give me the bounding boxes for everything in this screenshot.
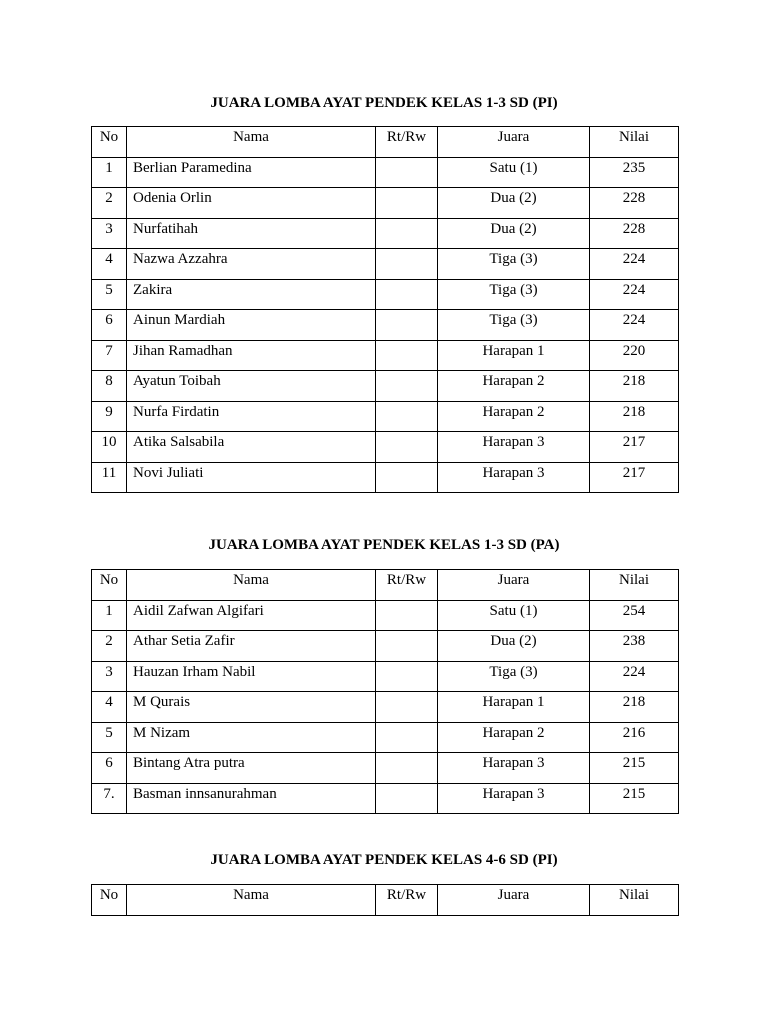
cell-rtrw (376, 783, 438, 814)
cell-nama: Nurfa Firdatin (127, 401, 376, 432)
cell-rtrw (376, 661, 438, 692)
cell-rtrw (376, 631, 438, 662)
cell-no: 5 (92, 722, 127, 753)
cell-nama: Athar Setia Zafir (127, 631, 376, 662)
cell-rtrw (376, 722, 438, 753)
cell-no: 7. (92, 783, 127, 814)
header-rtrw: Rt/Rw (376, 127, 438, 158)
table-row (92, 753, 679, 784)
cell-rtrw (376, 692, 438, 723)
cell-nilai: 215 (590, 753, 679, 784)
cell-rtrw (376, 432, 438, 463)
cell-nama: M Qurais (127, 692, 376, 723)
cell-nama: Basman innsanurahman (127, 783, 376, 814)
cell-nama: Odenia Orlin (127, 188, 376, 219)
cell-no: 2 (92, 631, 127, 662)
table-row (92, 692, 679, 723)
cell-nilai: 224 (590, 279, 679, 310)
cell-juara: Satu (1) (438, 600, 590, 631)
table-row (92, 279, 679, 310)
header-nilai: Nilai (590, 570, 679, 601)
header-juara: Juara (438, 570, 590, 601)
cell-nama: M Nizam (127, 722, 376, 753)
cell-no: 11 (92, 462, 127, 493)
table-row (92, 371, 679, 402)
cell-nilai: 224 (590, 249, 679, 280)
table-header-row (92, 885, 679, 916)
section-title-1-3-pi: JUARA LOMBA AYAT PENDEK KELAS 1-3 SD (PI) (210, 95, 558, 111)
table-header-row (92, 127, 679, 158)
header-rtrw: Rt/Rw (376, 570, 438, 601)
cell-nilai: 235 (590, 157, 679, 188)
cell-nilai: 224 (590, 661, 679, 692)
cell-no: 4 (92, 692, 127, 723)
cell-rtrw (376, 462, 438, 493)
cell-juara: Tiga (3) (438, 661, 590, 692)
header-no: No (92, 127, 127, 158)
cell-nilai: 254 (590, 600, 679, 631)
cell-juara: Tiga (3) (438, 310, 590, 341)
cell-nama: Novi Juliati (127, 462, 376, 493)
cell-rtrw (376, 340, 438, 371)
cell-nilai: 215 (590, 783, 679, 814)
cell-juara: Harapan 2 (438, 371, 590, 402)
header-nama: Nama (127, 127, 376, 158)
cell-no: 2 (92, 188, 127, 219)
cell-rtrw (376, 279, 438, 310)
cell-no: 6 (92, 310, 127, 341)
cell-juara: Harapan 1 (438, 692, 590, 723)
table-row (92, 188, 679, 219)
header-no: No (92, 885, 127, 916)
cell-juara: Harapan 1 (438, 340, 590, 371)
cell-no: 1 (92, 157, 127, 188)
cell-juara: Harapan 3 (438, 783, 590, 814)
table-row (92, 661, 679, 692)
cell-nilai: 218 (590, 401, 679, 432)
table-row (92, 600, 679, 631)
table-row (92, 432, 679, 463)
cell-no: 9 (92, 401, 127, 432)
cell-no: 10 (92, 432, 127, 463)
table-row (92, 340, 679, 371)
cell-juara: Tiga (3) (438, 279, 590, 310)
section-title-4-6-pi: JUARA LOMBA AYAT PENDEK KELAS 4-6 SD (PI) (210, 852, 558, 868)
cell-nilai: 228 (590, 218, 679, 249)
cell-nama: Hauzan Irham Nabil (127, 661, 376, 692)
header-nilai: Nilai (590, 885, 679, 916)
cell-nama: Nazwa Azzahra (127, 249, 376, 280)
cell-nama: Bintang Atra putra (127, 753, 376, 784)
cell-nilai: 220 (590, 340, 679, 371)
header-juara: Juara (438, 127, 590, 158)
cell-nama: Ayatun Toibah (127, 371, 376, 402)
cell-no: 3 (92, 218, 127, 249)
results-table-4-6-pi (91, 884, 679, 916)
cell-juara: Dua (2) (438, 631, 590, 662)
header-rtrw: Rt/Rw (376, 885, 438, 916)
cell-no: 5 (92, 279, 127, 310)
cell-nama: Ainun Mardiah (127, 310, 376, 341)
cell-nama: Atika Salsabila (127, 432, 376, 463)
cell-rtrw (376, 249, 438, 280)
header-nama: Nama (127, 885, 376, 916)
cell-nilai: 217 (590, 462, 679, 493)
cell-rtrw (376, 310, 438, 341)
table-row (92, 631, 679, 662)
cell-no: 1 (92, 600, 127, 631)
header-no: No (92, 570, 127, 601)
cell-juara: Dua (2) (438, 188, 590, 219)
cell-rtrw (376, 157, 438, 188)
cell-nilai: 224 (590, 310, 679, 341)
cell-rtrw (376, 753, 438, 784)
cell-juara: Satu (1) (438, 157, 590, 188)
cell-no: 3 (92, 661, 127, 692)
cell-juara: Harapan 3 (438, 462, 590, 493)
cell-rtrw (376, 401, 438, 432)
cell-juara: Tiga (3) (438, 249, 590, 280)
table-row (92, 783, 679, 814)
cell-nama: Zakira (127, 279, 376, 310)
results-table-1-3-pi (91, 126, 679, 493)
table-row (92, 249, 679, 280)
cell-no: 7 (92, 340, 127, 371)
cell-juara: Harapan 2 (438, 401, 590, 432)
table-row (92, 401, 679, 432)
cell-nilai: 238 (590, 631, 679, 662)
cell-nilai: 218 (590, 692, 679, 723)
cell-juara: Harapan 3 (438, 432, 590, 463)
header-juara: Juara (438, 885, 590, 916)
cell-rtrw (376, 600, 438, 631)
table-header-row (92, 570, 679, 601)
results-table-1-3-pa (91, 569, 679, 814)
table-row (92, 310, 679, 341)
cell-no: 8 (92, 371, 127, 402)
cell-rtrw (376, 188, 438, 219)
cell-nama: Jihan Ramadhan (127, 340, 376, 371)
cell-rtrw (376, 371, 438, 402)
header-nilai: Nilai (590, 127, 679, 158)
header-nama: Nama (127, 570, 376, 601)
cell-juara: Harapan 3 (438, 753, 590, 784)
table-row (92, 157, 679, 188)
cell-nilai: 218 (590, 371, 679, 402)
cell-nama: Aidil Zafwan Algifari (127, 600, 376, 631)
cell-nama: Berlian Paramedina (127, 157, 376, 188)
cell-juara: Dua (2) (438, 218, 590, 249)
section-title-1-3-pa: JUARA LOMBA AYAT PENDEK KELAS 1-3 SD (PA) (208, 537, 560, 553)
cell-nilai: 228 (590, 188, 679, 219)
cell-juara: Harapan 2 (438, 722, 590, 753)
cell-no: 6 (92, 753, 127, 784)
table-row (92, 462, 679, 493)
cell-nama: Nurfatihah (127, 218, 376, 249)
cell-no: 4 (92, 249, 127, 280)
cell-nilai: 216 (590, 722, 679, 753)
table-row (92, 722, 679, 753)
cell-nilai: 217 (590, 432, 679, 463)
table-row (92, 218, 679, 249)
cell-rtrw (376, 218, 438, 249)
